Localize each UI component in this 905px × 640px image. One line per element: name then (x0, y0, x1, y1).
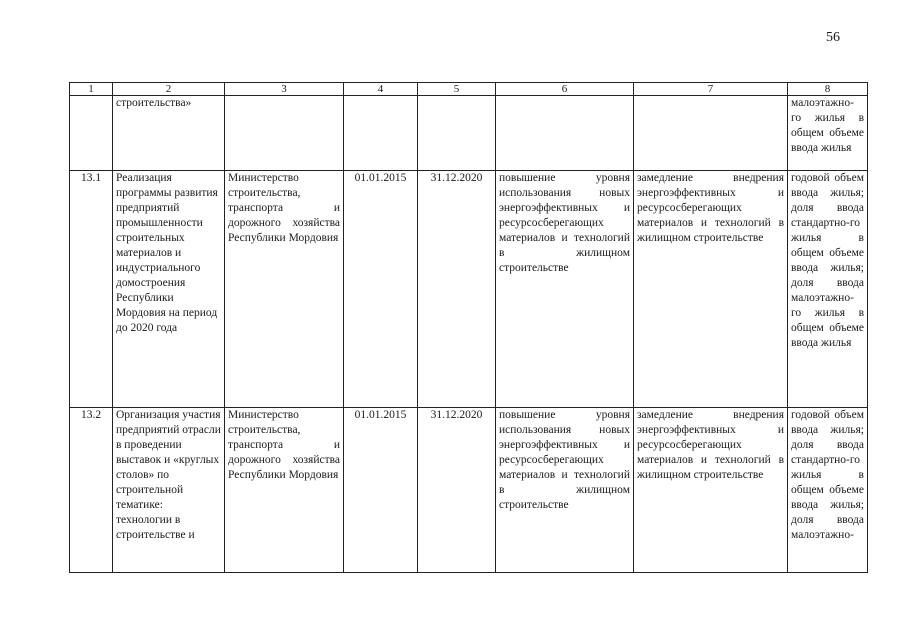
indicator-cell: годовой объем ввода жилья; доля ввода стандартно-го жилья в общем объеме ввода жилья; доля ввода малоэтажно-го жилья в общем объеме ввода жилья (788, 171, 868, 408)
end-date-cell: 31.12.2020 (418, 171, 496, 408)
expected-result-cell: повышение уровня использования новых энергоэффективных и ресурсосберегающих материалов и технологий в жилищном строительстве (496, 171, 634, 408)
end-date-cell: 31.12.2020 (418, 408, 496, 573)
end-date-cell (418, 96, 496, 171)
measure-name-cell: Реализация программы развития предприятий промышленности строительных материалов и индустриального домостроения Республики Мордовия на период до 2020 года (113, 171, 225, 408)
row-number-cell: 13.1 (70, 171, 113, 408)
header-cell: 5 (418, 83, 496, 96)
table-row (70, 408, 868, 573)
consequence-cell: замедление внедрения энергоэффективных и ресурсосберегающих материалов и технологий в жилищном строительстве (634, 171, 788, 408)
consequence-cell (634, 96, 788, 171)
expected-result-cell: повышение уровня использования новых энергоэффективных и ресурсосберегающих материалов и технологий в жилищном строительстве (496, 408, 634, 573)
indicator-cell: годовой объем ввода жилья; доля ввода стандартно-го жилья в общем объеме ввода жилья; доля ввода малоэтажно- (788, 408, 868, 573)
expected-result-cell (496, 96, 634, 171)
start-date-cell: 01.01.2015 (344, 171, 418, 408)
executor-cell (225, 96, 344, 171)
table-row (70, 96, 868, 171)
table-row (70, 171, 868, 408)
indicator-cell: малоэтажно-го жилья в общем объеме ввода жилья (788, 96, 868, 171)
header-cell: 8 (788, 83, 868, 96)
start-date-cell: 01.01.2015 (344, 408, 418, 573)
header-cell: 4 (344, 83, 418, 96)
row-number-cell: 13.2 (70, 408, 113, 573)
executor-cell: Министерство строительства, транспорта и дорожного хозяйства Республики Мордовия (225, 408, 344, 573)
header-cell: 6 (496, 83, 634, 96)
start-date-cell (344, 96, 418, 171)
header-cell: 1 (70, 83, 113, 96)
row-number-cell (70, 96, 113, 171)
measure-name-cell: строительства» (113, 96, 225, 171)
executor-cell: Министерство строительства, транспорта и дорожного хозяйства Республики Мордовия (225, 171, 344, 408)
program-measures-table (69, 82, 868, 573)
header-cell: 3 (225, 83, 344, 96)
measure-name-cell: Организация участия предприятий отрасли в проведении выставок и «круглых столов» по строительной тематике: технологии в строительстве и (113, 408, 225, 573)
header-cell: 7 (634, 83, 788, 96)
page-number: 56 (826, 30, 840, 45)
table-header-row (70, 83, 868, 96)
consequence-cell: замедление внедрения энергоэффективных и ресурсосберегающих материалов и технологий в жилищном строительстве (634, 408, 788, 573)
header-cell: 2 (113, 83, 225, 96)
